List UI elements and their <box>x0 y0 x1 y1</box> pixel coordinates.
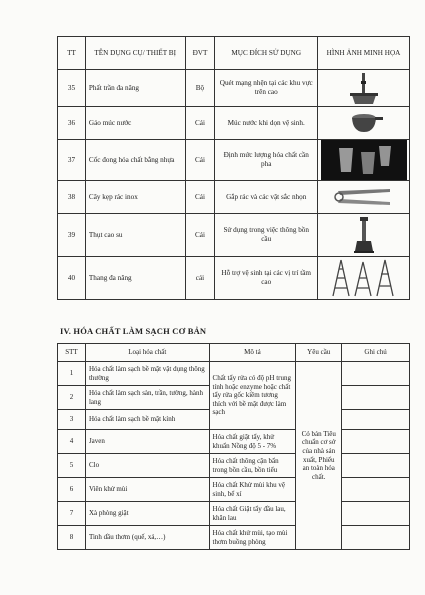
row-purpose: Sử dụng trong việc thông bồn cầu <box>215 214 318 257</box>
telescopic-duster-icon <box>344 71 384 105</box>
row-purpose: Định mức lượng hóa chất cần pha <box>215 140 318 181</box>
section-title: IV. HÓA CHẤT LÀM SẠCH CƠ BẢN <box>60 326 207 336</box>
equipment-table <box>57 36 410 300</box>
merged-description: Chất tẩy rửa có độ pH trung tính hoặc enzyme hoặc chất tẩy rửa gốc kiềm tương thích với bề mặt được làm sạch <box>209 362 296 430</box>
equipment-header-row <box>58 37 410 70</box>
row-image <box>318 70 410 107</box>
header-note: Ghi chú <box>342 344 410 362</box>
tongs-icon <box>334 185 394 209</box>
row-name: Phất trần đa năng <box>85 70 185 107</box>
requirement-cell: Có bản Tiêu chuẩn cơ sở của nhà sản xuất, Phiếu an toàn hóa chất. <box>296 362 342 550</box>
row-name: Cốc đong hóa chất bằng nhựa <box>85 140 185 181</box>
row-tt: 37 <box>58 140 86 181</box>
header-image: HÌNH ẢNH MINH HỌA <box>318 37 410 70</box>
row-unit: Bộ <box>185 70 215 107</box>
row-purpose: Gắp rác và các vật sắc nhọn <box>215 181 318 214</box>
header-chemical-type: Loại hóa chất <box>85 344 209 362</box>
table-row <box>58 430 410 454</box>
row-description: Hóa chất khử mùi, tạo mùi thơm buồng phòng <box>209 526 296 550</box>
header-description: Mô tả <box>209 344 296 362</box>
row-tt: 38 <box>58 181 86 214</box>
row-note <box>342 502 410 526</box>
row-note <box>342 526 410 550</box>
row-image <box>318 257 410 300</box>
row-stt: 2 <box>58 386 86 410</box>
row-chemical: Hóa chất làm sạch bề mặt vật dụng thông thường <box>85 362 209 386</box>
row-chemical: Javen <box>85 430 209 454</box>
table-row <box>58 478 410 502</box>
header-unit: ĐVT <box>185 37 215 70</box>
row-note <box>342 410 410 430</box>
table-row <box>58 70 410 107</box>
row-description: Hóa chất Giặt tẩy đầu lau, khăn lau <box>209 502 296 526</box>
row-name: Thang đa năng <box>85 257 185 300</box>
row-note <box>342 478 410 502</box>
table-row <box>58 502 410 526</box>
row-stt: 3 <box>58 410 86 430</box>
row-tt: 36 <box>58 107 86 140</box>
row-chemical: Clo <box>85 454 209 478</box>
plunger-icon <box>349 215 379 255</box>
row-purpose: Múc nước khi dọn vệ sinh. <box>215 107 318 140</box>
row-description: Hóa chất Khử mùi khu vệ sinh, bể xí <box>209 478 296 502</box>
row-note <box>342 362 410 386</box>
row-chemical: Viên khử mùi <box>85 478 209 502</box>
row-stt: 4 <box>58 430 86 454</box>
water-scoop-icon <box>344 110 384 136</box>
header-purpose: MỤC ĐÍCH SỬ DỤNG <box>215 37 318 70</box>
row-tt: 35 <box>58 70 86 107</box>
row-image <box>318 214 410 257</box>
row-name: Gáo múc nước <box>85 107 185 140</box>
row-unit: Cái <box>185 107 215 140</box>
row-purpose: Quét mạng nhện tại các khu vực trên cao <box>215 70 318 107</box>
row-stt: 6 <box>58 478 86 502</box>
chemical-header-row <box>58 344 410 362</box>
ladder-icon <box>329 258 399 298</box>
row-stt: 8 <box>58 526 86 550</box>
row-image <box>318 140 410 181</box>
table-row <box>58 140 410 181</box>
header-tt: TT <box>58 37 86 70</box>
row-unit: Cái <box>185 181 215 214</box>
row-note <box>342 430 410 454</box>
row-description: Hóa chất thông cặn bẩn trong bồn cầu, bồn tiểu <box>209 454 296 478</box>
table-row <box>58 362 410 386</box>
chemical-table <box>57 343 410 550</box>
row-chemical: Tinh dầu thơm (quế, xả,…) <box>85 526 209 550</box>
row-chemical: Xà phòng giặt <box>85 502 209 526</box>
row-purpose: Hỗ trợ vệ sinh tại các vị trí tầm cao <box>215 257 318 300</box>
row-note <box>342 454 410 478</box>
row-image <box>318 181 410 214</box>
table-row <box>58 454 410 478</box>
header-requirement: Yêu cầu <box>296 344 342 362</box>
header-name: TÊN DỤNG CỤ/ THIẾT BỊ <box>85 37 185 70</box>
row-chemical: Hóa chất làm sạch sàn, trần, tường, hành lang <box>85 386 209 410</box>
row-stt: 5 <box>58 454 86 478</box>
row-unit: Cái <box>185 140 215 181</box>
row-tt: 39 <box>58 214 86 257</box>
header-stt: STT <box>58 344 86 362</box>
row-chemical: Hóa chất làm sạch bề mặt kính <box>85 410 209 430</box>
table-row <box>58 214 410 257</box>
row-unit: Cái <box>185 214 215 257</box>
row-name: Cây kẹp rác inox <box>85 181 185 214</box>
row-image <box>318 107 410 140</box>
row-note <box>342 386 410 410</box>
table-row <box>58 107 410 140</box>
row-stt: 1 <box>58 362 86 386</box>
measuring-cup-icon <box>321 140 407 180</box>
row-stt: 7 <box>58 502 86 526</box>
row-tt: 40 <box>58 257 86 300</box>
row-description: Hóa chất giặt tẩy, khử khuẩn Nồng độ 5 - 7% <box>209 430 296 454</box>
table-row <box>58 257 410 300</box>
row-name: Thụt cao su <box>85 214 185 257</box>
table-row <box>58 181 410 214</box>
table-row <box>58 526 410 550</box>
row-unit: cái <box>185 257 215 300</box>
